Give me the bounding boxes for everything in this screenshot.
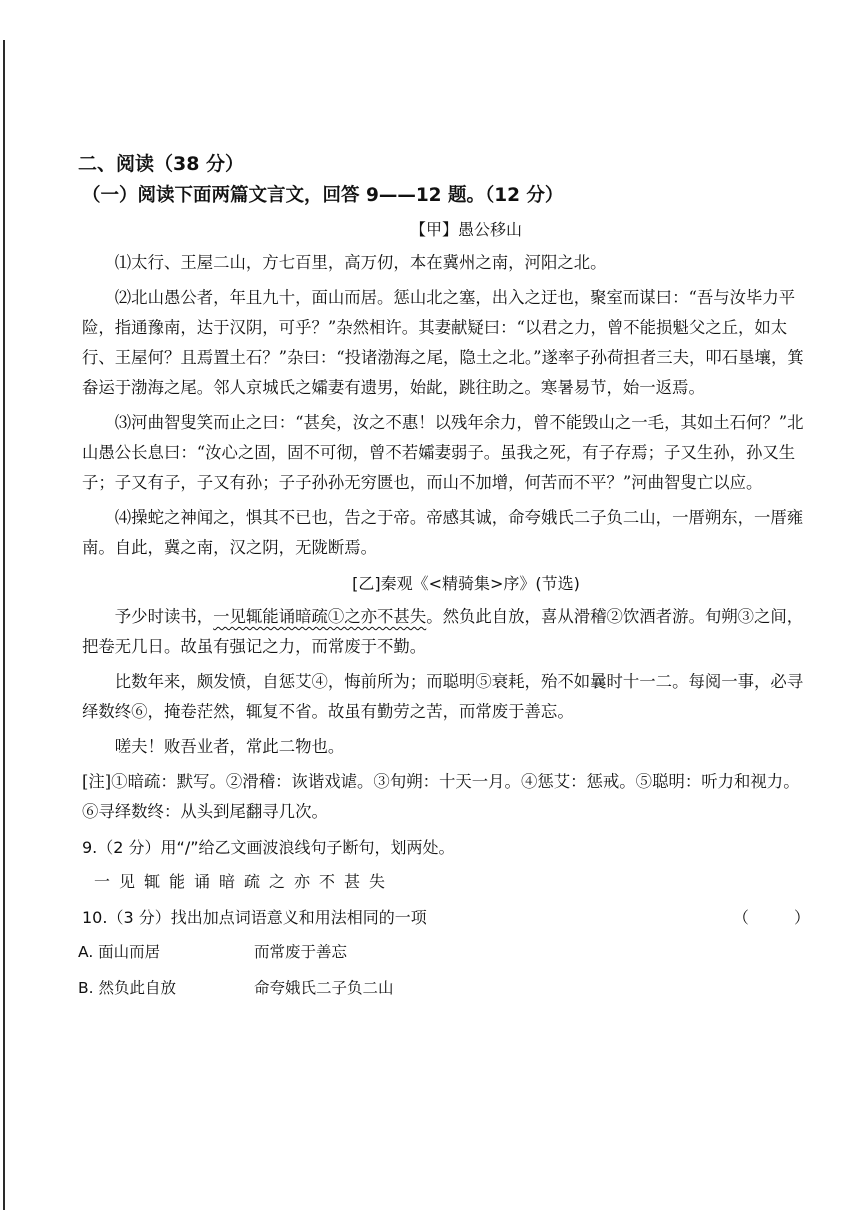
question-10-prompt: 10.（3 分）找出加点词语意义和用法相同的一项	[82, 908, 427, 927]
subsection-heading: （一）阅读下面两篇文言文，回答 9——12 题。（12 分）	[82, 185, 564, 206]
text-b-p1-before: 予少时读书，	[114, 607, 214, 626]
option-b-compare: 命夸娥氏二子负二山	[254, 979, 394, 997]
wavy-underlined-sentence: 一见辄能诵暗疏①之亦不甚失	[213, 607, 427, 626]
option-a-label: A. 面山而居	[78, 943, 161, 961]
page-edge-line	[3, 40, 5, 1210]
question-9-prompt: 9.（2 分）用“/”给乙文画波浪线句子断句，划两处。	[82, 838, 455, 857]
option-b-label: B. 然负此自放	[78, 979, 176, 997]
answer-blank[interactable]: （ ）	[732, 908, 810, 927]
text-b-paragraph-2: 比数年来，颇发愤，自惩艾④，悔前所为；而聪明⑤衰耗，殆不如曩时十一二。每阅一事，必寻绎数终⑥，掩卷茫然，辄复不省。故虽有勤劳之苦，而常废于善忘。	[82, 672, 804, 721]
option-a-compare: 而常废于善忘	[254, 943, 348, 961]
question-9-sentence: 一见辄能诵暗疏之亦不甚失	[94, 872, 395, 891]
text-a-title: 【甲】愚公移山	[409, 220, 522, 239]
exam-page	[78, 148, 810, 1006]
text-b-p1-after: 。然负此自放，喜从滑稽②饮酒者游。旬朔③之间，把卷无几日。故虽有强记之力，而常废于不勤。	[82, 607, 804, 656]
text-a-paragraph-2: ⑵北山愚公者，年且九十，面山而居。惩山北之塞，出入之迂也，聚室而谋曰：“吾与汝毕力平险，指通豫南，达于汉阴，可乎？”杂然相许。其妻献疑曰：“以君之力，曾不能损魁父之丘，如太行、王屋何？且焉置土石？”杂曰：“投诸渤海之尾，隐土之北。”遂率子孙荷担者三夫，叩石垦壤，箕畚运于渤海之尾。邻人京城氏之孀妻有遗男，始龀，跳往助之。寒暑易节，始一返焉。	[82, 288, 804, 397]
text-b-paragraph-1	[82, 602, 810, 662]
question-10-row	[82, 902, 810, 934]
section-heading: 二、阅读（38 分）	[78, 153, 245, 175]
text-a-paragraph-1: ⑴太行、王屋二山，方七百里，高万仞，本在冀州之南，河阳之北。	[114, 253, 607, 272]
text-b-title: [乙]秦观《<精骑集>序》(节选)	[352, 574, 580, 593]
annotation-note: [注]①暗疏：默写。②滑稽：诙谐戏谑。③旬朔：十天一月。④惩艾：惩戒。⑤聪明：听力和视力。⑥寻绎数终：从头到尾翻寻几次。	[82, 772, 800, 821]
text-a-paragraph-3: ⑶河曲智叟笑而止之曰：“甚矣，汝之不惠！以残年余力，曾不能毁山之一毛，其如土石何？”北山愚公长息曰：“汝心之固，固不可彻，曾不若孀妻弱子。虽我之死，有子存焉；子又生孙，孙又生子；子又有子，子又有孙；子子孙孙无穷匮也，而山不加增，何苦而不平？”河曲智叟亡以应。	[82, 413, 804, 492]
option-b[interactable]	[78, 970, 810, 1006]
text-a-paragraph-4: ⑷操蛇之神闻之，惧其不已也，告之于帝。帝感其诚，命夸娥氏二子负二山，一厝朔东，一厝雍南。自此，冀之南，汉之阴，无陇断焉。	[82, 508, 804, 557]
option-a[interactable]	[78, 934, 810, 970]
text-b-paragraph-3: 嗟夫！败吾业者，常此二物也。	[114, 737, 345, 756]
